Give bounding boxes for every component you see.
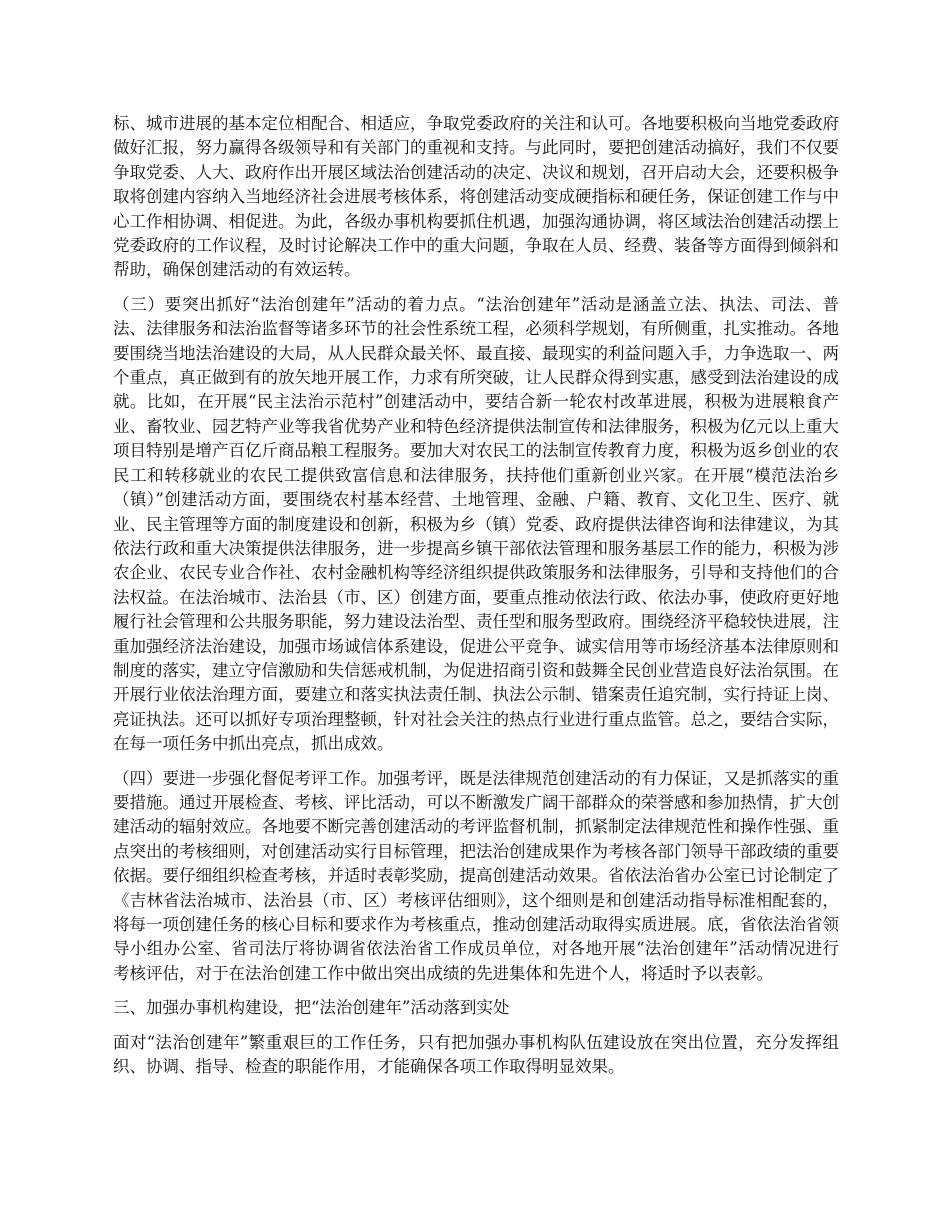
paragraph-section-three: （三）要突出抓好“法治创建年”活动的着力点。“法治创建年”活动是涵盖立法、执法、司法、普法、法律服务和法治监督等诸多环节的社会性系统工程，必须科学规划，有所侧重，扎实推动。各地要围绕当地法治建设的大局，从人民群众最关怀、最直接、最现实的利益问题入手，力争选取一、两个重点，真正做到有的放矢地开展工作，力求有所突破，让人民群众得到实惠，感受到法治建设的成就。比如，在开展“民主法治示范村”创建活动中，要结合新一轮农村改革进展，积极为进展粮食产业、畜牧业、园艺特产业等我省优势产业和特色经济提供法制宣传和法律服务，积极为亿元以上重大项目特别是增产百亿斤商品粮工程服务。要加大对农民工的法制宣传教育力度，积极为返乡创业的农民工和转移就业的农民工提供致富信息和法律服务，扶持他们重新创业兴家。在开展“模范法治乡（镇）”创建活动方面，要围绕农村基本经营、土地管理、金融、户籍、教育、文化卫生、医疗、就业、民主管理等方面的制度建设和创新，积极为乡（镇）党委、政府提供法律咨询和法律建议，为其依法行政和重大决策提供法律服务，进一步提高乡镇干部依法管理和服务基层工作的能力，积极为涉农企业、农民专业合作社、农村金融机构等经济组织提供政策服务和法律服务，引导和支持他们的合法权益。在法治城市、法治县（市、区）创建方面，要重点推动依法行政、依法办事，使政府更好地履行社会管理和公共服务职能，努力建设法治型、责任型和服务型政府。围绕经济平稳较快进展，注重加强经济法治建设，加强市场诚信体系建设，促进公平竞争、诚实信用等市场经济基本法律原则和制度的落实，建立守信激励和失信惩戒机制，为促进招商引资和鼓舞全民创业营造良好法治氛围。在开展行业依法治理方面，要建立和落实执法责任制、执法公示制、错案责任追究制，实行持证上岗、亮证执法。还可以抓好专项治理整顿，针对社会关注的热点行业进行重点监管。总之，要结合实际，在每一项任务中抓出亮点，抓出成效。 (113, 294, 839, 754)
paragraph-closing: 面对“法治创建年”繁重艰巨的工作任务，只有把加强办事机构队伍建设放在突出位置，充分发挥组织、协调、指导、检查的职能作用，才能确保各项工作取得明显效果。 (113, 1032, 839, 1077)
section-heading: 三、加强办事机构建设，把“法治创建年”活动落到实处 (113, 998, 510, 1018)
paragraph-opening: 标、城市进展的基本定位相配合、相适应，争取党委政府的关注和认可。各地要积极向当地党委政府做好汇报，努力赢得各级领导和有关部门的重视和支持。与此同时，要把创建活动搞好，我们不仅要争取党委、人大、政府作出开展区域法治创建活动的决定、决议和规划，召开启动大会，还要积极争取将创建内容纳入当地经济社会进展考核体系，将创建活动变成硬指标和硬任务，保证创建工作与中心工作相协调、相促进。为此，各级办事机构要抓住机遇，加强沟通协调，将区域法治创建活动摆上党委政府的工作议程，及时讨论解决工作中的重大问题，争取在人员、经费、装备等方面得到倾斜和帮助，确保创建活动的有效运转。 (113, 114, 839, 280)
paragraph-section-four: （四）要进一步强化督促考评工作。加强考评，既是法律规范创建活动的有力保证，又是抓落实的重要措施。通过开展检查、考核、评比活动，可以不断激发广阔干部群众的荣誉感和参加热情，扩大创建活动的辐射效应。各地要不断完善创建活动的考评监督机制，抓紧制定法律规范性和操作性强、重点突出的考核细则，对创建活动实行目标管理，把法治创建成果作为考核各部门领导干部政绩的重要依据。要仔细组织检查考核，并适时表彰奖励，提高创建活动效果。省依法治省办公室已讨论制定了《吉林省法治城市、法治县（市、区）考核评估细则》，这个细则是和创建活动指导标准相配套的，将每一项创建任务的核心目标和要求作为考核重点，推动创建活动取得实质进展。底，省依法治省领导小组办公室、省司法厅将协调省依法治省工作成员单位，对各地开展“法治创建年”活动情况进行考核评估，对于在法治创建工作中做出突出成绩的先进集体和先进个人，将适时予以表彰。 (113, 768, 839, 983)
document-page (113, 112, 839, 1089)
